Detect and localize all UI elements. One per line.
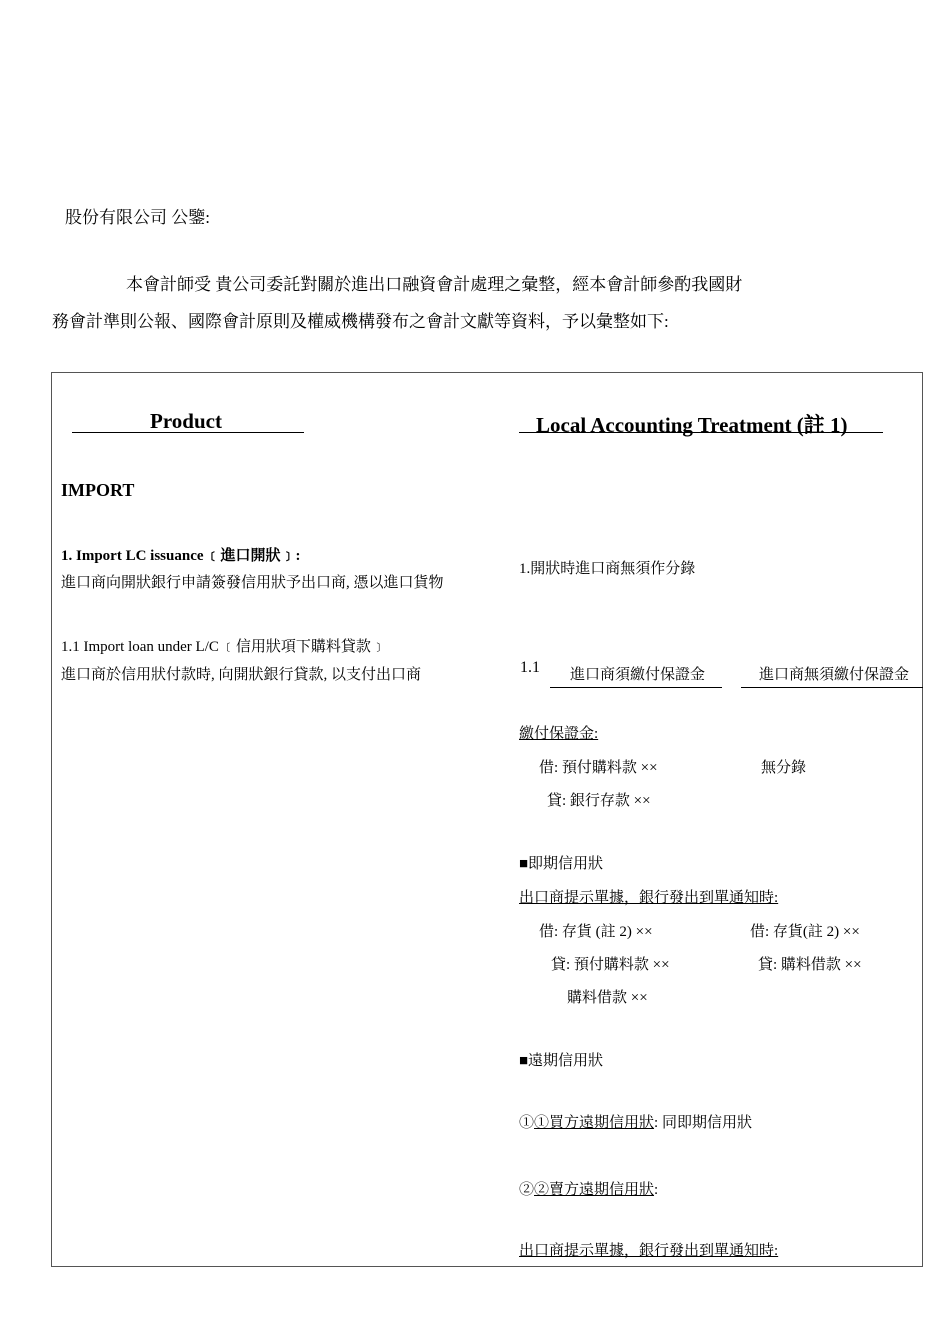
item11-title-en: 1.1 Import loan under L/C bbox=[61, 639, 219, 655]
item11-desc: 進口商於信用狀付款時, 向開狀銀行貸款, 以支付出口商 bbox=[61, 667, 422, 683]
intro-line-1: 本會計師受 貴公司委託對關於進出口融資會計處理之彙整，經本會計師參酌我國財 bbox=[126, 275, 743, 294]
item11-number: 1.1 bbox=[520, 659, 540, 676]
seller-usance-rest: : bbox=[654, 1182, 659, 1198]
usance-lc-heading: ■遠期信用狀 bbox=[519, 1053, 604, 1069]
treatment-header: Local Accounting Treatment (註 1) bbox=[536, 413, 848, 437]
col-a-header: 進口商須繳付保證金 bbox=[570, 667, 706, 683]
sight-b-debit: 借: 存貨(註 2) ×× bbox=[750, 924, 860, 940]
notice-heading: 出口商提示單據，銀行發出到單通知時: bbox=[519, 890, 779, 906]
section-import: IMPORT bbox=[61, 480, 135, 500]
buyer-usance-rest: : 同即期信用狀 bbox=[654, 1115, 752, 1131]
item1-title-en: 1. Import LC issuance bbox=[61, 548, 204, 564]
seller-usance: ②②賣方遠期信用狀: bbox=[519, 1182, 659, 1198]
item1-desc: 進口商向開狀銀行申請簽發信用狀予出口商, 憑以進口貨物 bbox=[61, 575, 444, 591]
product-header: Product bbox=[150, 409, 222, 433]
deposit-debit: 借: 預付購料款 ×× bbox=[539, 760, 658, 776]
deposit-no-entry: 無分錄 bbox=[761, 760, 807, 776]
col-b-header: 進口商無須繳付保證金 bbox=[759, 667, 910, 683]
sight-b-credit: 貸: 購料借款 ×× bbox=[758, 957, 862, 973]
buyer-usance-label: ①買方遠期信用狀 bbox=[534, 1115, 655, 1131]
sight-a-debit: 借: 存貨 (註 2) ×× bbox=[539, 924, 653, 940]
seller-usance-label: ②賣方遠期信用狀 bbox=[534, 1182, 655, 1198]
buyer-usance: ①①買方遠期信用狀: 同即期信用狀 bbox=[519, 1115, 752, 1131]
notice-heading-2: 出口商提示單據，銀行發出到單通知時: bbox=[519, 1243, 779, 1259]
intro-line-2: 務會計準則公報、國際會計原則及權威機構發布之會計文獻等資料，予以彙整如下: bbox=[52, 312, 669, 331]
sight-a-credit-2: 購料借款 ×× bbox=[567, 990, 648, 1006]
item1-title-zh: ﹝進口開狀﹞: bbox=[205, 548, 301, 564]
item1-title bbox=[61, 544, 301, 565]
sight-a-credit: 貸: 預付購料款 ×× bbox=[551, 957, 670, 973]
deposit-heading: 繳付保證金: bbox=[519, 726, 599, 742]
salutation: 股份有限公司 公鑒: bbox=[65, 208, 210, 227]
deposit-credit: 貸: 銀行存款 ×× bbox=[547, 793, 651, 809]
item11-title bbox=[61, 635, 386, 656]
col-a-underline bbox=[550, 687, 722, 688]
sight-lc-heading: ■即期信用狀 bbox=[519, 856, 604, 872]
item11-title-zh: ﹝信用狀項下購料貸款﹞ bbox=[220, 639, 386, 655]
col-b-underline bbox=[741, 687, 923, 688]
item1-treatment: 1.開狀時進口商無須作分錄 bbox=[519, 561, 696, 577]
accounting-table bbox=[51, 372, 923, 1267]
